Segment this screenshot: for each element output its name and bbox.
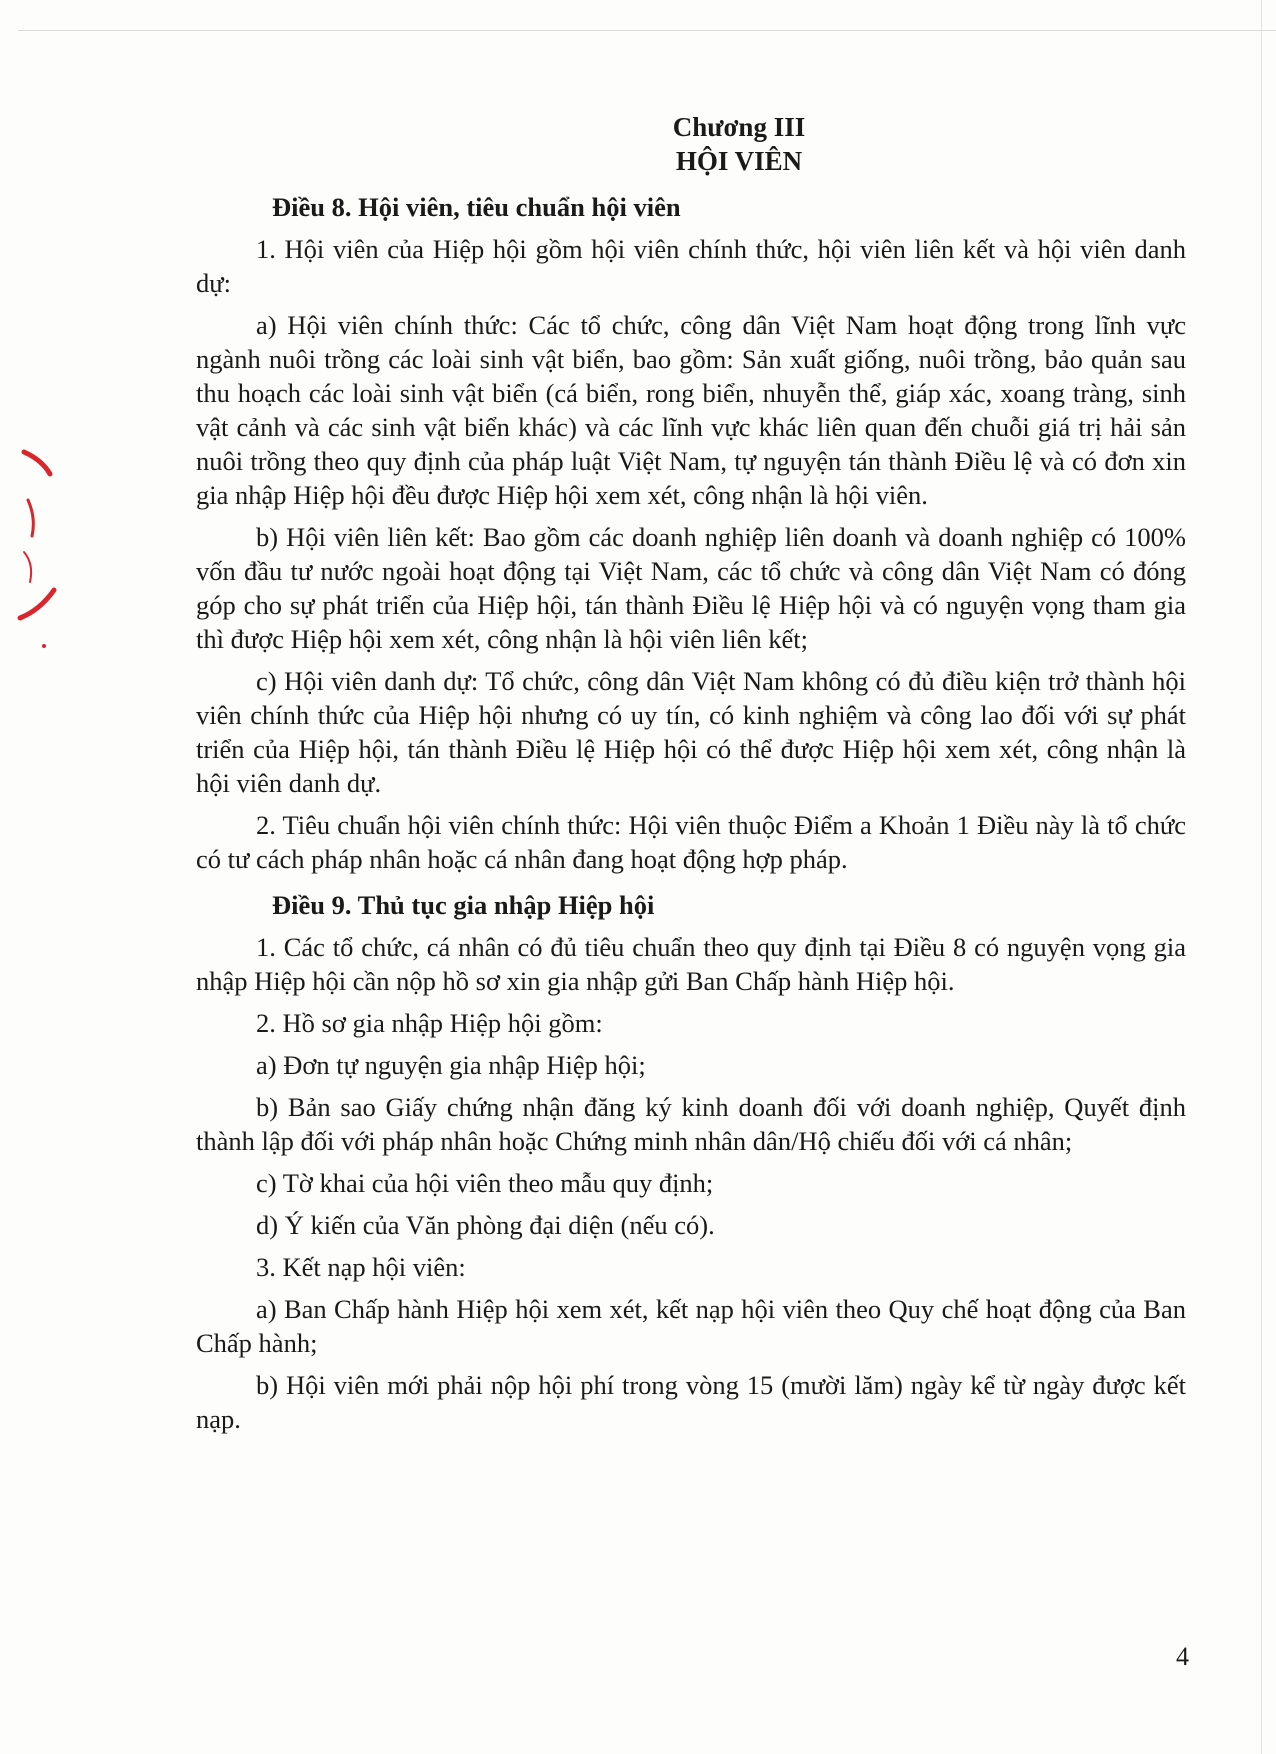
article-9-clause-2a: a) Đơn tự nguyện gia nhập Hiệp hội; — [256, 1050, 646, 1080]
scan-right-edge — [1261, 0, 1262, 1754]
article-8-clause-1a: a) Hội viên chính thức: Các tổ chức, công dân Việt Nam hoạt động trong lĩnh vực ngành nuôi trồng các loài sinh vật biển, bao gồm: Sản xuất giống, nuôi trồng, bảo quản sau thu hoạch các loài sinh vật biển (cá biển, rong biển, nhuyễn thể, giáp xác, xoang tràng, sinh vật cảnh và các sinh vật biển khác) và các lĩnh vực khác liên quan đến chuỗi giá trị hải sản nuôi trồng theo quy định của pháp luật Việt Nam, tự nguyện tán thành Điều lệ và có đơn xin gia nhập Hiệp hội đều được Hiệp hội xem xét, công nhận là hội viên. — [196, 310, 1186, 510]
article-8-clause-2: 2. Tiêu chuẩn hội viên chính thức: Hội viên thuộc Điểm a Khoản 1 Điều này là tổ chức có tư cách pháp nhân hoặc cá nhân đang hoạt động hợp pháp. — [196, 810, 1186, 874]
article-9-clause-2: 2. Hồ sơ gia nhập Hiệp hội gồm: — [256, 1008, 603, 1038]
article-9-clause-3b: b) Hội viên mới phải nộp hội phí trong vòng 15 (mười lăm) ngày kể từ ngày được kết nạp. — [196, 1370, 1186, 1434]
article-9-clause-2c: c) Tờ khai của hội viên theo mẫu quy định; — [256, 1168, 714, 1198]
article-9-heading: Điều 9. Thủ tục gia nhập Hiệp hội — [272, 890, 655, 920]
chapter-title: HỘI VIÊN — [675, 146, 803, 176]
page-number: 4 — [1176, 1642, 1189, 1671]
scan-top-edge — [18, 30, 1276, 31]
article-9-clause-3: 3. Kết nạp hội viên: — [256, 1252, 466, 1282]
document-body — [196, 110, 1186, 1444]
article-8-clause-1: 1. Hội viên của Hiệp hội gồm hội viên chính thức, hội viên liên kết và hội viên danh dự: — [196, 234, 1186, 298]
article-9-clause-2d: d) Ý kiến của Văn phòng đại diện (nếu có). — [256, 1210, 715, 1240]
article-8-clause-1b: b) Hội viên liên kết: Bao gồm các doanh nghiệp liên doanh và doanh nghiệp có 100% vốn đầu tư nước ngoài hoạt động tại Việt Nam, các tổ chức và công dân Việt Nam có đóng góp cho sự phát triển của Hiệp hội, tán thành Điều lệ Hiệp hội và có nguyện vọng tham gia thì được Hiệp hội xem xét, công nhận là hội viên liên kết; — [196, 522, 1186, 654]
chapter-label: Chương III — [672, 112, 806, 142]
article-8-clause-1c: c) Hội viên danh dự: Tổ chức, công dân Việt Nam không có đủ điều kiện trở thành hội viên chính thức của Hiệp hội nhưng có uy tín, có kinh nghiệm và công lao đối với sự phát triển của Hiệp hội, tán thành Điều lệ Hiệp hội có thể được Hiệp hội xem xét, công nhận là hội viên danh dự. — [196, 666, 1186, 798]
article-9-clause-3a: a) Ban Chấp hành Hiệp hội xem xét, kết nạp hội viên theo Quy chế hoạt động của Ban Chấp hành; — [196, 1294, 1186, 1358]
article-9-clause-2b: b) Bản sao Giấy chứng nhận đăng ký kinh doanh đối với doanh nghiệp, Quyết định thành lập đối với pháp nhân hoặc Chứng minh nhân dân/Hộ chiếu đối với cá nhân; — [196, 1092, 1186, 1156]
article-8-heading: Điều 8. Hội viên, tiêu chuẩn hội viên — [272, 192, 681, 222]
article-9-clause-1: 1. Các tổ chức, cá nhân có đủ tiêu chuẩn theo quy định tại Điều 8 có nguyện vọng gia nhập Hiệp hội cần nộp hồ sơ xin gia nhập gửi Ban Chấp hành Hiệp hội. — [196, 932, 1186, 996]
red-stamp-fragment — [14, 440, 62, 660]
